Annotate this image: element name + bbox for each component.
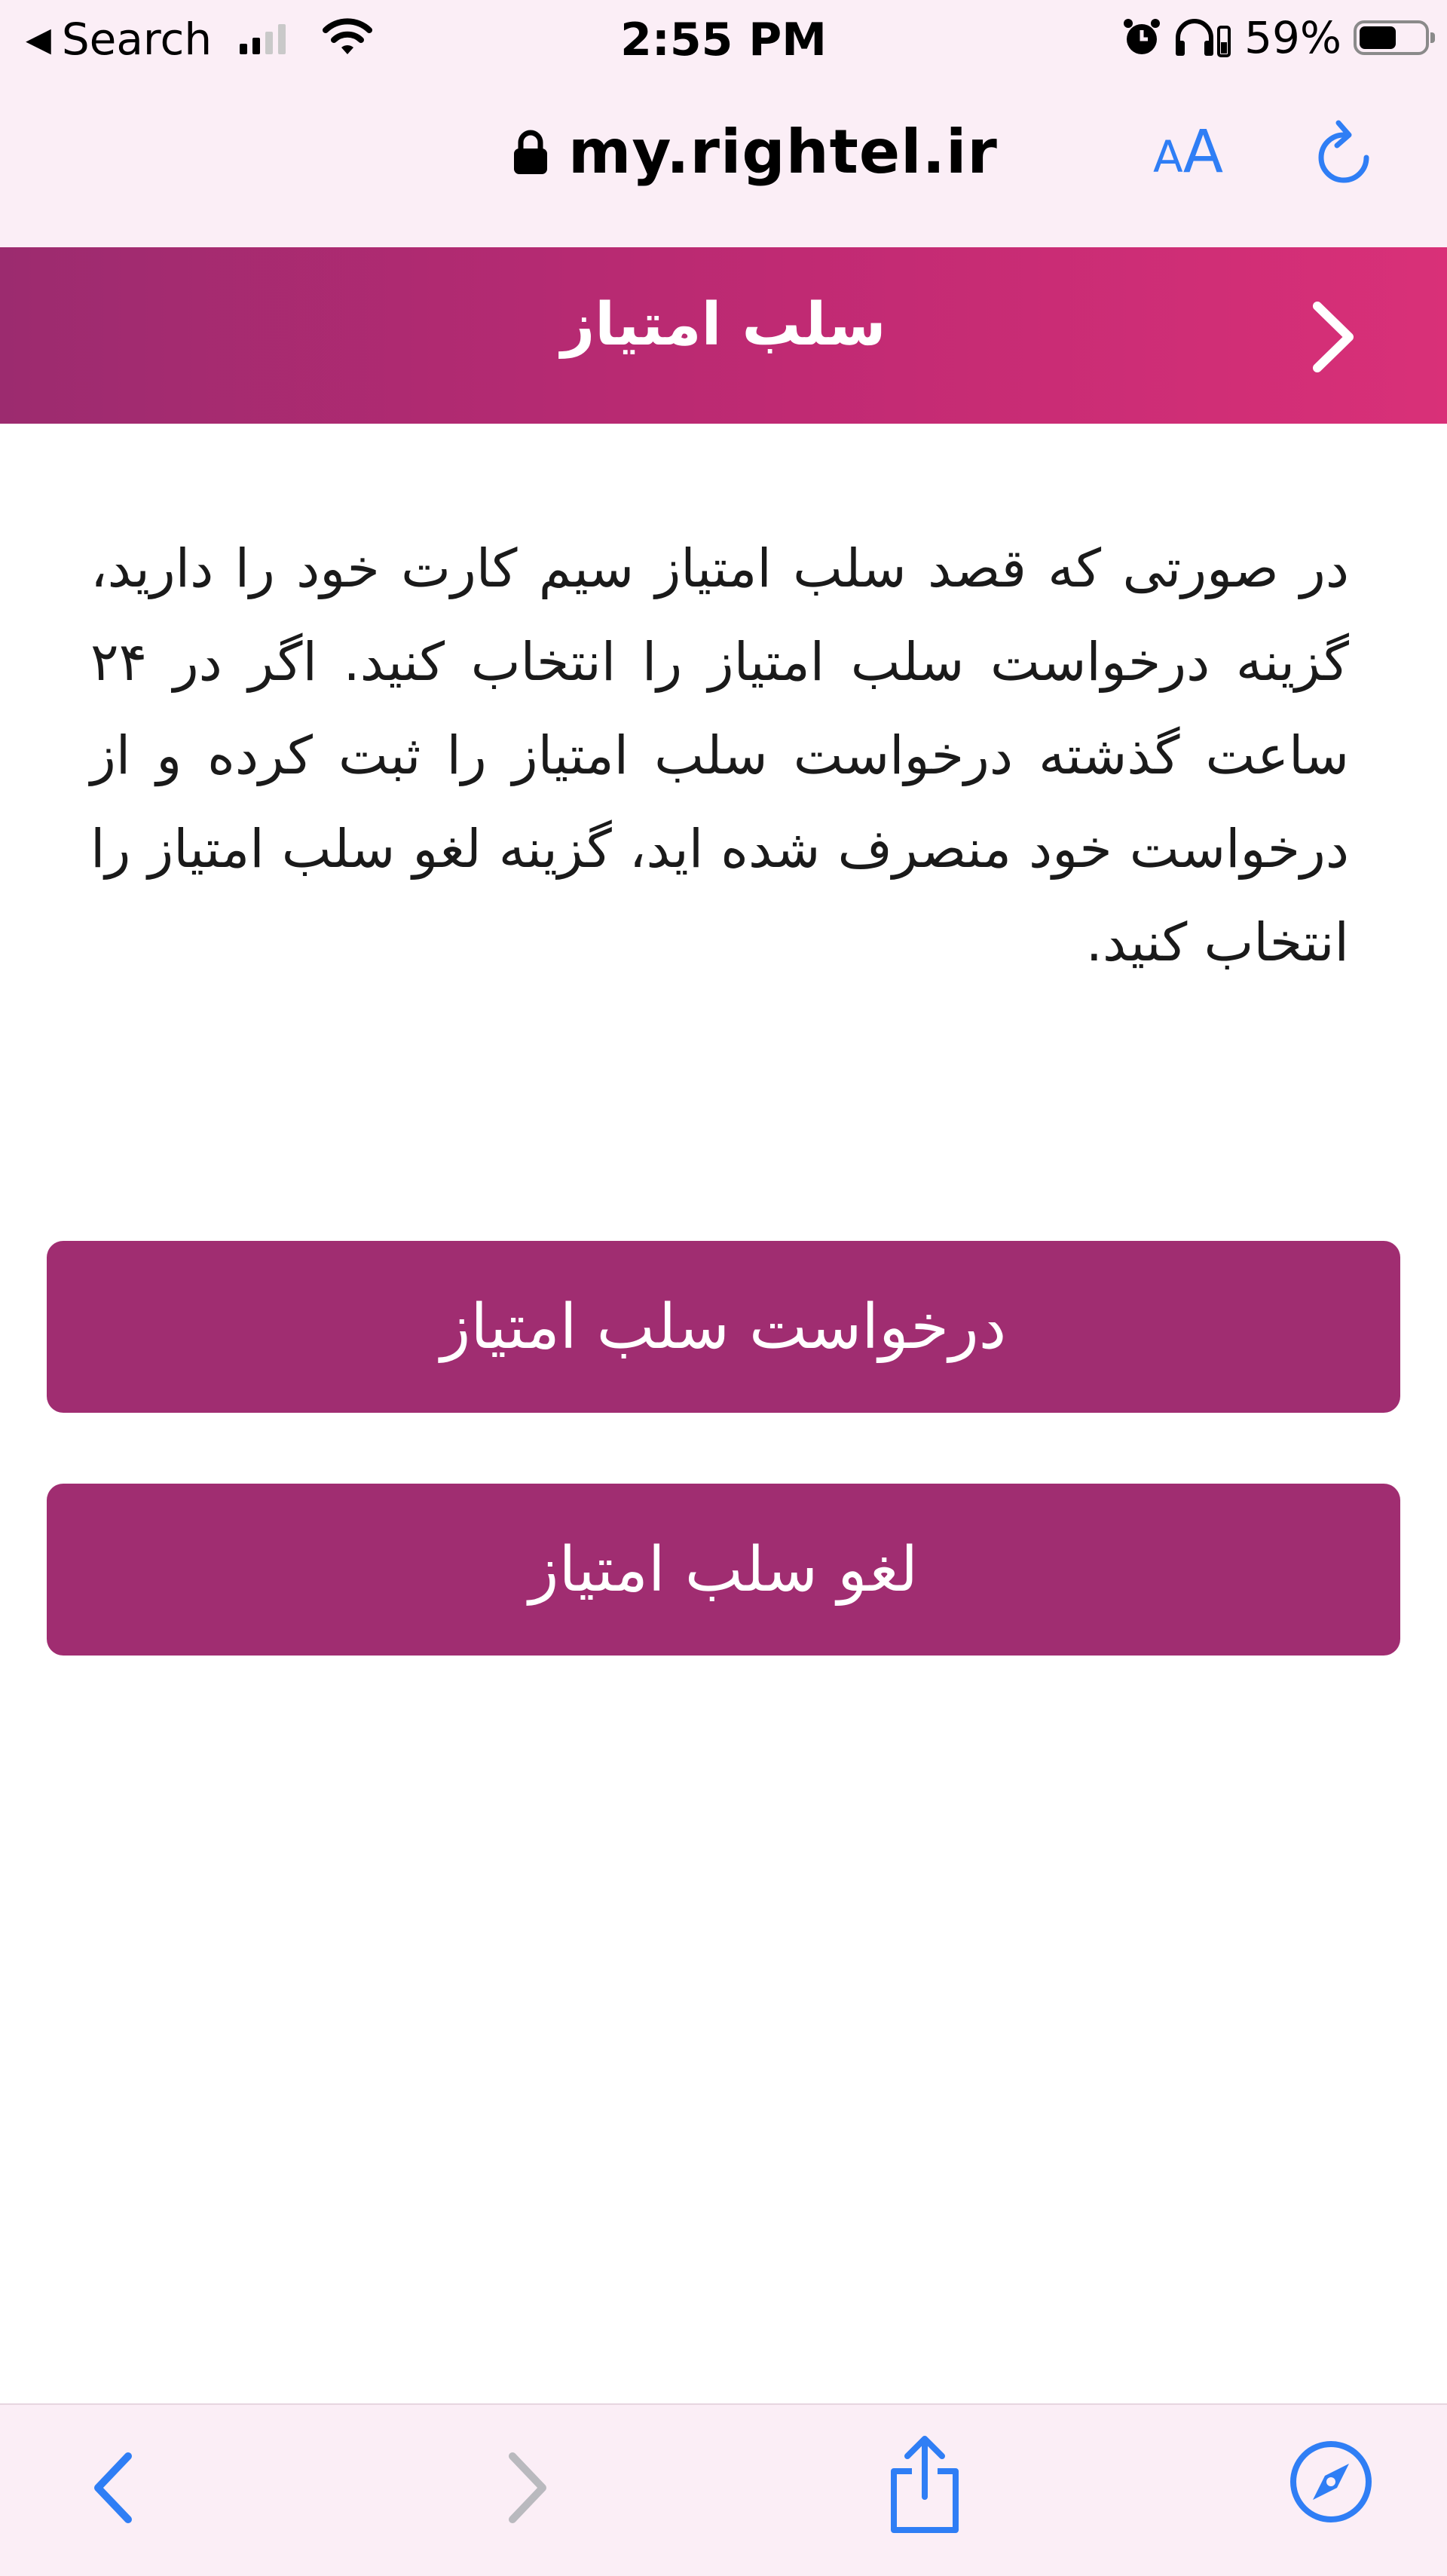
cancel-revoke-button[interactable]: لغو سلب امتیاز — [47, 1484, 1400, 1656]
lock-icon — [512, 129, 549, 176]
alarm-icon — [1122, 17, 1161, 59]
text-size-button[interactable] — [1153, 118, 1223, 186]
compass-icon[interactable] — [1286, 2437, 1376, 2527]
forward-arrow-icon[interactable] — [497, 2443, 558, 2533]
page-title: سلب امتیاز — [561, 291, 886, 359]
address-bar — [0, 79, 1447, 247]
request-revoke-button[interactable]: درخواست سلب امتیاز — [47, 1241, 1400, 1413]
text-size-large-label: A — [1182, 118, 1224, 186]
status-time: 2:55 PM — [620, 14, 827, 66]
back-to-app-label: Search — [61, 14, 213, 65]
back-arrow-icon[interactable] — [83, 2443, 143, 2533]
battery-fill — [1360, 26, 1396, 49]
share-icon[interactable] — [883, 2432, 966, 2538]
chevron-right-icon[interactable] — [1304, 296, 1364, 378]
browser-toolbar — [0, 2403, 1447, 2576]
description-text: در صورتی که قصد سلب امتیاز سیم کارت خود را دارید، گزینه درخواست سلب امتیاز را انتخاب کنید. اگر در ۲۴ ساعت گذشته درخواست سلب امتیاز را ثبت کرده و از درخواست خود منصرف شده اید، گزینه لغو سلب امتیاز را انتخاب کنید. — [90, 538, 1349, 973]
url-field[interactable] — [512, 117, 998, 187]
battery-percent: 59% — [1244, 12, 1341, 63]
status-bar — [0, 0, 1447, 79]
reload-icon[interactable] — [1310, 115, 1378, 191]
status-right-group — [1122, 12, 1429, 63]
text-size-small-label: A — [1153, 131, 1183, 182]
page-header — [0, 247, 1447, 424]
headphones-battery-icon — [1173, 17, 1232, 59]
url-text: my.rightel.ir — [568, 117, 998, 187]
battery-icon — [1354, 20, 1429, 55]
back-triangle-icon: ◀ — [26, 20, 51, 59]
